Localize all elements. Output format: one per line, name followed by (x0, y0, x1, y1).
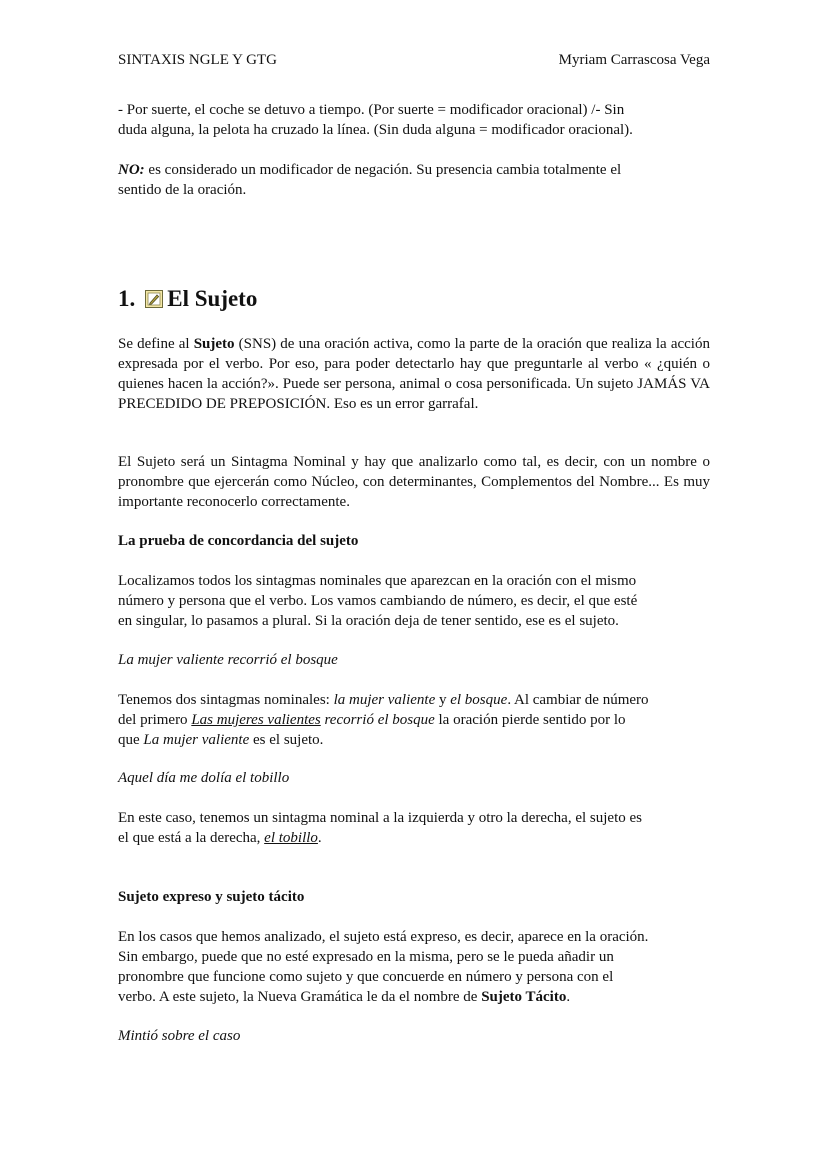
concordancia-paragraph (118, 571, 710, 631)
tacito-line-1: En los casos que hemos analizado, el sujeto está expreso, es decir, aparece en la oración. (118, 929, 649, 945)
sujeto-definition (118, 334, 710, 414)
ex1-line-3 (118, 730, 710, 750)
page-header (118, 50, 710, 70)
tacito-text: . (566, 989, 571, 1005)
concordancia-title: La prueba de concordancia del sujeto (118, 533, 359, 549)
section-heading (118, 284, 257, 314)
ex1-text: que (118, 732, 144, 748)
tacito-text: verbo. A este sujeto, la Nueva Gramática le da el nombre de (118, 989, 482, 1005)
intro-examples (118, 100, 710, 140)
example-3: Mintió sobre el caso (118, 1028, 241, 1044)
no-paragraph (118, 160, 710, 200)
example-2-explanation (118, 808, 710, 848)
no-text-1: es considerado un modificador de negación. Su presencia cambia totalmente el (144, 162, 622, 178)
tacito-line-4 (118, 987, 710, 1007)
section-title: El Sujeto (167, 286, 258, 311)
concordancia-line-3: en singular, lo pasamos a plural. Si la oración deja de tener sentido, ese es el sujeto. (118, 613, 619, 629)
ex1-text: del primero (118, 712, 192, 728)
concordancia-line-1: Localizamos todos los sintagmas nominales que aparezcan en la oración con el mismo (118, 573, 637, 589)
tacito-term: Sujeto Tácito (481, 989, 567, 1005)
no-label: NO: (118, 162, 145, 178)
ex2-text: el que está a la derecha, (118, 830, 265, 846)
concordancia-line-2: número y persona que el verbo. Los vamos cambiando de número, es decir, el que esté (118, 593, 638, 609)
ex1-sn-2: el bosque (450, 692, 508, 708)
tacito-line-3: pronombre que funcione como sujeto y que concuerde en número y persona con el (118, 969, 614, 985)
ex1-text: Tenemos dos sintagmas nominales: (118, 692, 334, 708)
note-icon (145, 290, 163, 308)
tacito-paragraph (118, 927, 710, 1007)
ex1-sn-1: la mujer valiente (333, 692, 436, 708)
ex2-text: . (317, 830, 322, 846)
ex1-text: . Al cambiar de número (507, 692, 649, 708)
definition-text-c: (SNS) de una oración activa, como la parte de la oración que realiza la acción expresada por el verbo. Por eso, para poder detectarlo hay que preguntarle al verbo « ¿quién o quienes hacen la acción?». Puede ser persona, animal o cosa personificada. Un sujeto JAMÁS VA PRECEDIDO DE PREPOSICIÓN. Eso es un error garrafal. (118, 336, 710, 412)
tacito-title: Sujeto expreso y sujeto tácito (118, 889, 305, 905)
header-title: SINTAXIS NGLE Y GTG (118, 52, 277, 68)
ex1-plural-subject: Las mujeres valientes (191, 712, 321, 728)
ex2-line-1: En este caso, tenemos un sintagma nominal a la izquierda y otro la derecha, el sujeto es (118, 810, 642, 826)
definition-term: Sujeto (193, 336, 235, 352)
ex1-plural-rest: recorrió el bosque (320, 712, 435, 728)
example-1-explanation (118, 690, 710, 750)
ex2-subject: el tobillo (264, 830, 318, 846)
ex2-line-2 (118, 828, 710, 848)
ex1-text: es el sujeto. (249, 732, 324, 748)
header-author: Myriam Carrascosa Vega (558, 52, 710, 68)
no-line-2: sentido de la oración. (118, 182, 247, 198)
example-2: Aquel día me dolía el tobillo (118, 770, 290, 786)
example-1: La mujer valiente recorrió el bosque (118, 652, 338, 668)
ex1-text: y (435, 692, 451, 708)
tacito-line-2: Sin embargo, puede que no esté expresado en la misma, pero se le pueda añadir un (118, 949, 614, 965)
intro-line-2: duda alguna, la pelota ha cruzado la línea. (Sin duda alguna = modificador oracional). (118, 122, 633, 138)
ex1-line-1 (118, 690, 710, 710)
intro-line-1: - Por suerte, el coche se detuvo a tiempo. (Por suerte = modificador oracional) /- Sin (118, 102, 625, 118)
definition-text-a: Se define al (118, 336, 194, 352)
ex1-line-2 (118, 710, 710, 730)
no-line-1 (118, 160, 710, 180)
ex1-text: la oración pierde sentido por lo (434, 712, 626, 728)
section-number: 1. (118, 286, 136, 311)
sujeto-sintagma-paragraph: El Sujeto será un Sintagma Nominal y hay que analizarlo como tal, es decir, con un nombre o pronombre que ejercerán como Núcleo, con determinantes, Complementos del Nombre... Es muy importante reconocerlo correctamente. (118, 454, 710, 510)
ex1-subject: La mujer valiente (143, 732, 250, 748)
